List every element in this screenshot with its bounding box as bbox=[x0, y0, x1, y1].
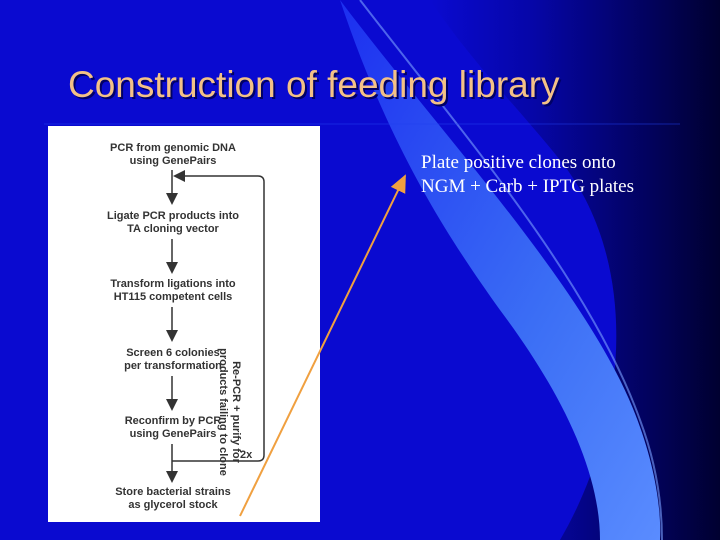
retry-loop-label-line1: Re-PCR + purify for bbox=[230, 361, 242, 463]
flow-step-transform-line2: HT115 competent cells bbox=[113, 291, 233, 303]
flow-step-store-line1: Store bacterial strains bbox=[115, 486, 231, 498]
flow-step-store-line2: as glycerol stock bbox=[128, 499, 218, 511]
flow-step-ligate-line2: TA cloning vector bbox=[127, 223, 219, 235]
flow-step-screen-line2: per transformation bbox=[124, 360, 222, 372]
flow-step-pcr-line1: PCR from genomic DNA bbox=[110, 142, 236, 154]
flow-step-ligate-line1: Ligate PCR products into bbox=[107, 210, 239, 222]
flow-step-pcr-line2: using GenePairs bbox=[129, 155, 217, 167]
annotation-arrow-line bbox=[240, 176, 405, 516]
flow-step-transform-line1: Transform ligations into bbox=[110, 278, 236, 290]
repeat-count: 2x bbox=[240, 449, 253, 461]
retry-loop-label-line2: products failing to clone bbox=[217, 348, 229, 476]
flow-step-screen-line1: Screen 6 colonies bbox=[126, 347, 220, 359]
annotation-line2: NGM + Carb + IPTG plates bbox=[421, 176, 634, 197]
annotation-line1: Plate positive clones onto bbox=[421, 152, 616, 173]
slide-title: Construction of feeding library bbox=[68, 64, 560, 105]
flow-step-reconfirm-line2: using GenePairs bbox=[129, 428, 217, 440]
flow-step-reconfirm-line1: Reconfirm by PCR bbox=[124, 415, 222, 427]
